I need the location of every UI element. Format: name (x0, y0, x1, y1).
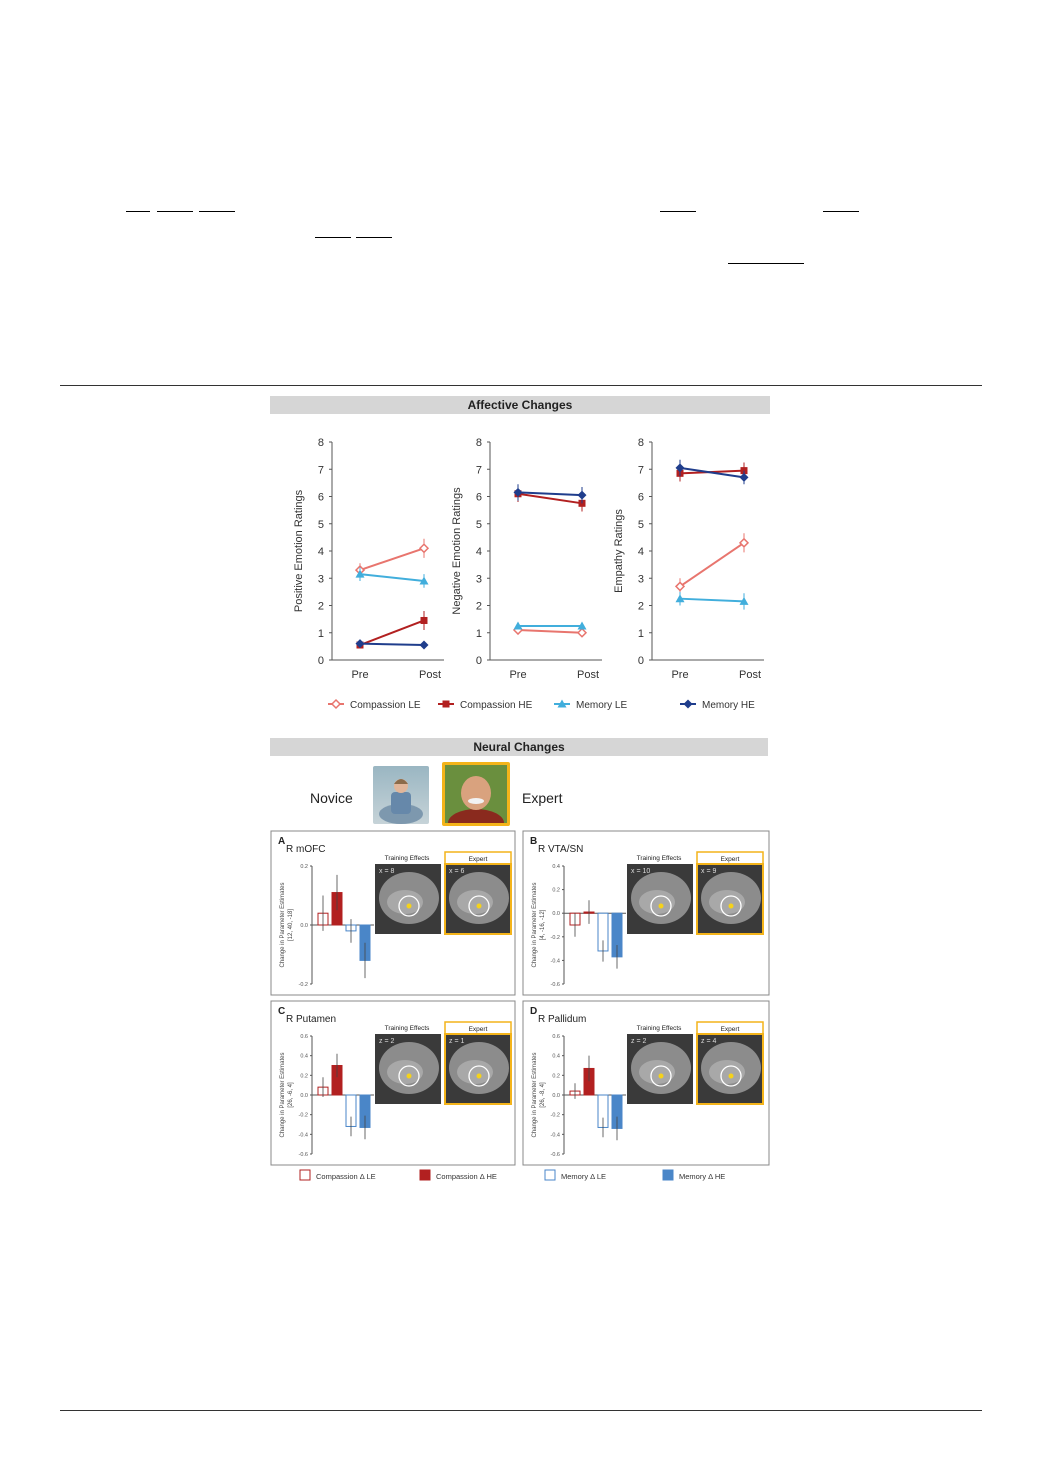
y-tick-label: 0.0 (552, 911, 560, 918)
y-tick-label: 0.6 (300, 1034, 308, 1040)
data-point (740, 473, 749, 482)
series-line (518, 630, 582, 633)
x-tick-label: Pre (671, 669, 689, 681)
expert-brain-image (445, 864, 511, 934)
y-tick-label: 0.6 (552, 1034, 560, 1040)
slice-label: z = 2 (379, 1038, 395, 1045)
legend-label: Compassion HE (460, 700, 533, 711)
line-chart-2 (451, 437, 602, 681)
panel-d (523, 1001, 769, 1165)
redacted-line (660, 211, 696, 212)
activation-blob (477, 904, 482, 909)
series-line (360, 548, 424, 570)
slice-label: x = 8 (379, 868, 395, 875)
legend-swatch (663, 1170, 673, 1180)
y-tick-label: 7 (637, 464, 644, 477)
y-tick-label: 1 (475, 627, 482, 640)
y-tick-label: 8 (475, 437, 482, 449)
y-tick-label: 7 (317, 464, 324, 477)
y-axis-label: Empathy Ratings (613, 509, 625, 593)
y-tick-label: 5 (317, 518, 324, 531)
y-tick-label: 0.4 (552, 864, 560, 870)
y-axis-label: Positive Emotion Ratings (293, 489, 305, 613)
panel-letter: A (278, 836, 286, 847)
activation-blob (407, 904, 412, 909)
y-tick-label: -0.2 (550, 934, 560, 941)
training-brain-image (627, 1034, 693, 1104)
novice-label: Novice (310, 790, 353, 806)
y-tick-label: 7 (475, 464, 482, 477)
y-tick-label: 0.2 (552, 1073, 560, 1080)
y-tick-label: -0.2 (298, 982, 308, 988)
legend-item (438, 700, 533, 711)
y-tick-label: 2 (475, 600, 482, 613)
coord-label: [26, -6, 4] (288, 1082, 294, 1108)
slice-label: x = 10 (631, 868, 651, 875)
y-tick-label: -0.6 (550, 1152, 560, 1158)
x-tick-label: Pre (351, 669, 369, 681)
data-point (420, 544, 428, 552)
y-tick-label: 6 (475, 491, 482, 504)
y-tick-label: 5 (475, 518, 482, 531)
y-tick-label: -0.6 (298, 1152, 308, 1158)
legend-label: Memory LE (576, 700, 628, 711)
training-brain-image (375, 1034, 441, 1104)
panel-b (523, 831, 769, 995)
redacted-line (356, 237, 392, 238)
panel-region: R mOFC (286, 844, 326, 855)
y-tick-label: 1 (317, 627, 324, 640)
x-tick-label: Post (576, 669, 600, 681)
redacted-line (315, 237, 351, 238)
panel-c (271, 1001, 515, 1165)
redacted-line (728, 263, 804, 264)
y-tick-label: 8 (637, 437, 644, 449)
data-point (420, 641, 429, 650)
data-point (578, 491, 587, 500)
activation-blob (729, 904, 734, 909)
legend-label: Compassion Δ HE (436, 1172, 497, 1181)
y-tick-label: -0.4 (298, 1132, 308, 1139)
y-axis-label: Negative Emotion Ratings (451, 487, 463, 615)
line-chart-3 (613, 437, 764, 681)
expert-header-label: Expert (720, 856, 740, 863)
y-axis-label: Change in Parameter Estimates (280, 1052, 286, 1138)
y-tick-label: 0.2 (300, 864, 308, 870)
legend-item (545, 1170, 606, 1181)
y-tick-label: 3 (317, 573, 324, 586)
expert-header-label: Expert (468, 1026, 488, 1033)
legend-item (328, 700, 421, 711)
y-tick-label: 5 (637, 518, 644, 531)
activation-blob (729, 1074, 734, 1079)
y-tick-label: 8 (317, 437, 324, 449)
line-charts (270, 418, 790, 698)
expert-label: Expert (522, 790, 563, 806)
slice-label: z = 1 (449, 1038, 465, 1045)
y-tick-label: 4 (475, 546, 482, 558)
activation-blob (477, 1074, 482, 1079)
affective-banner: Affective Changes (270, 396, 770, 414)
y-tick-label: 4 (637, 546, 644, 558)
legend-label: Memory Δ LE (561, 1172, 607, 1181)
slice-label: z = 2 (631, 1038, 647, 1045)
activation-blob (659, 1074, 664, 1079)
y-tick-label: 1 (637, 627, 644, 640)
panel-a (271, 831, 515, 995)
y-tick-label: -0.2 (298, 1112, 308, 1119)
y-tick-label: -0.2 (550, 1112, 560, 1119)
y-tick-label: 0.0 (552, 1093, 560, 1099)
series-line (360, 574, 424, 581)
panel-letter: B (530, 836, 538, 847)
y-tick-label: 3 (637, 573, 644, 586)
slice-label: x = 6 (449, 868, 465, 875)
panel-letter: D (530, 1006, 538, 1017)
expert-header-label: Expert (468, 856, 488, 863)
y-tick-label: 2 (637, 600, 644, 613)
slice-label: z = 4 (701, 1038, 717, 1045)
legend-swatch (300, 1170, 310, 1180)
neural-banner: Neural Changes (270, 738, 768, 756)
legend-item (663, 1170, 725, 1181)
legend-item (300, 1170, 376, 1181)
redacted-line (823, 211, 859, 212)
coord-label: [12, 40, -18] (288, 908, 294, 942)
y-axis-label: Change in Parameter Estimates (532, 882, 538, 968)
y-tick-label: 0.0 (300, 1093, 308, 1099)
y-tick-label: -0.4 (550, 958, 560, 965)
series-line (360, 644, 424, 645)
panel-letter: C (278, 1006, 286, 1017)
y-axis-label: Change in Parameter Estimates (532, 1052, 538, 1138)
legend-item (680, 700, 755, 712)
bottom-rule (60, 1410, 982, 1411)
coord-label: [4, -16, -12] (540, 909, 546, 941)
redacted-line (126, 211, 150, 212)
expert-photo (442, 762, 510, 826)
y-axis-label: Change in Parameter Estimates (280, 882, 286, 968)
activation-blob (659, 904, 664, 909)
y-tick-label: 0.2 (300, 1073, 308, 1080)
redacted-line (157, 211, 193, 212)
legend-marker (684, 700, 693, 709)
series-line (360, 620, 424, 645)
y-tick-label: 0 (317, 655, 324, 667)
legend-label: Compassion LE (350, 700, 421, 711)
series-line (680, 543, 744, 587)
legend-swatch (420, 1170, 430, 1180)
training-effects-label: Training Effects (636, 1025, 682, 1032)
coord-label: [26, -8, 4] (540, 1082, 546, 1108)
y-tick-label: 6 (317, 491, 324, 504)
panel-region: R VTA/SN (538, 844, 584, 855)
legend-item (420, 1170, 497, 1181)
redacted-line (199, 211, 235, 212)
novice-photo (373, 766, 429, 824)
y-tick-label: 3 (475, 573, 482, 586)
legend-marker (443, 701, 450, 708)
y-tick-label: 0.4 (300, 1053, 308, 1060)
line-chart-1 (293, 437, 444, 681)
y-tick-label: -0.4 (550, 1132, 560, 1139)
legend-label: Memory HE (702, 700, 755, 711)
series-line (680, 599, 744, 602)
x-tick-label: Post (738, 669, 762, 681)
affective-legend (270, 694, 770, 714)
y-tick-label: 6 (637, 491, 644, 504)
y-tick-label: 0.0 (300, 923, 308, 929)
neural-legend (270, 1167, 770, 1185)
legend-label: Memory Δ HE (679, 1172, 726, 1181)
training-brain-image (627, 864, 693, 934)
training-effects-label: Training Effects (384, 1025, 430, 1032)
panel-region: R Pallidum (538, 1014, 587, 1025)
panel-region: R Putamen (286, 1014, 337, 1025)
y-tick-label: 4 (317, 546, 324, 558)
expert-brain-image (445, 1034, 511, 1104)
training-effects-label: Training Effects (384, 855, 430, 862)
neural-panels (270, 830, 770, 1170)
legend-swatch (545, 1170, 555, 1180)
expert-brain-image (697, 1034, 763, 1104)
y-tick-label: 0.2 (552, 887, 560, 894)
y-tick-label: -0.6 (550, 982, 560, 988)
top-rule (60, 385, 982, 386)
y-tick-label: 2 (317, 600, 324, 613)
activation-blob (407, 1074, 412, 1079)
x-tick-label: Post (418, 669, 442, 681)
x-tick-label: Pre (509, 669, 527, 681)
expert-header-label: Expert (720, 1026, 740, 1033)
training-brain-image (375, 864, 441, 934)
legend-item (554, 700, 627, 712)
training-effects-label: Training Effects (636, 855, 682, 862)
data-point (578, 629, 586, 637)
y-tick-label: 0.4 (552, 1053, 560, 1060)
y-tick-label: 0 (475, 655, 482, 667)
expert-brain-image (697, 864, 763, 934)
data-point (421, 617, 428, 624)
legend-marker (332, 700, 340, 708)
slice-label: x = 9 (701, 868, 717, 875)
y-tick-label: 0 (637, 655, 644, 667)
legend-label: Compassion Δ LE (316, 1172, 376, 1181)
